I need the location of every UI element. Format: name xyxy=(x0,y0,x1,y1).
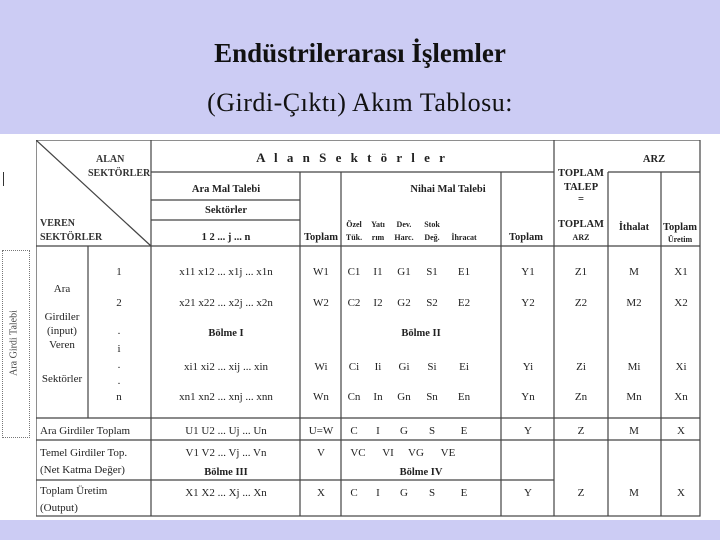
nihai-col-stok: Stok xyxy=(424,220,440,229)
w-cell-row-i: Wi xyxy=(314,361,328,373)
nihai-mal-talebi-header: Nihai Mal Talebi xyxy=(410,184,486,195)
z-cell-row-i: Zi xyxy=(576,361,586,373)
final-cell-row-n-2: Gn xyxy=(397,391,411,403)
toplam-talep-5: ARZ xyxy=(572,233,590,242)
final-cell-row-1-1: I1 xyxy=(373,266,383,278)
row-index-dot-1: . xyxy=(117,325,121,337)
va-final-0: VC xyxy=(350,447,366,459)
final-cell-row-2-2: G2 xyxy=(397,297,411,309)
va-final-2: VG xyxy=(408,447,424,459)
arz-header: ARZ xyxy=(642,154,666,165)
final-cell-row-1-3: S1 xyxy=(426,266,438,278)
x-cell-row-1: X1 xyxy=(674,266,688,278)
alan-sektorler-header: A l a n S e k t ö r l e r xyxy=(256,150,448,165)
m-cell-row-1: M xyxy=(629,266,639,278)
m-cell-row-i: Mi xyxy=(627,361,641,373)
output-final-3: S xyxy=(428,487,436,499)
table-cells xyxy=(179,266,688,499)
ihracat-header: İhracat xyxy=(451,233,477,242)
nihai-col-dev: Dev. xyxy=(396,220,412,229)
final-cell-row-2-3: S2 xyxy=(426,297,438,309)
y-cell-row-2: Y2 xyxy=(521,297,535,309)
final-cell-row-2-1: I2 xyxy=(373,297,383,309)
row-index-dot-3: . xyxy=(117,375,121,387)
veren-sektorler-label: SEKTÖRLER xyxy=(40,232,103,243)
y-cell-row-1: Y1 xyxy=(521,266,535,278)
output-final-4: E xyxy=(460,487,468,499)
inter-cell-row-n: xn1 xn2 ... xnj ... xnn xyxy=(179,391,273,403)
z-cell-row-2: Z2 xyxy=(574,297,588,309)
z-cell-row-1: Z1 xyxy=(574,266,588,278)
inter-cell-row-1: x11 x12 ... x1j ... x1n xyxy=(179,266,273,278)
final-cell-row-i-2: Gi xyxy=(398,361,410,373)
final-cell-row-i-1: Ii xyxy=(374,361,382,373)
toplam-uretim-header-2: Üretim xyxy=(667,235,693,244)
page-title: Endüstrilerarası İşlemler xyxy=(214,38,506,68)
y-cell-row-n: Yn xyxy=(521,391,535,403)
nihai-col-deg: Değ. xyxy=(424,233,440,242)
totals-row-label: Ara Girdiler Toplam xyxy=(40,425,131,437)
veren-label: VEREN xyxy=(40,218,76,229)
value-added-label-1: Temel Girdiler Top. xyxy=(40,447,128,459)
nihai-col-harc: Harc. xyxy=(394,233,414,242)
nihai-col-ozel: Özel xyxy=(346,220,362,229)
bolme-4-label: Bölme IV xyxy=(399,467,443,478)
output-y: Y xyxy=(524,487,532,499)
bolme-3-label: Bölme III xyxy=(204,467,248,478)
ara-label: Ara xyxy=(53,283,71,295)
row-index-i: i xyxy=(117,343,121,355)
bolme-2-label: Bölme II xyxy=(401,328,441,339)
input-label: (input) xyxy=(47,325,77,337)
m-cell-row-2: M2 xyxy=(626,297,642,309)
x-cell-row-i: Xi xyxy=(675,361,687,373)
ara-girdi-talebi-label: Ara Girdi Talebi xyxy=(8,310,20,376)
output-m: M xyxy=(629,487,639,499)
totals-final-3: S xyxy=(428,425,436,437)
output-inter: X1 X2 ... Xj ... Xn xyxy=(185,487,267,499)
final-cell-row-i-3: Si xyxy=(427,361,437,373)
bolme-1-label: Bölme I xyxy=(208,328,244,339)
ara-mal-talebi-header: Ara Mal Talebi xyxy=(191,184,261,195)
totals-w: U=W xyxy=(308,425,334,437)
inter-cell-row-2: x21 x22 ... x2j ... x2n xyxy=(179,297,273,309)
totals-x: X xyxy=(677,425,685,437)
output-final-0: C xyxy=(350,487,358,499)
x-cell-row-n: Xn xyxy=(674,391,688,403)
row-index-2: 2 xyxy=(116,297,122,309)
sector-index-header: 1 2 ... j ... n xyxy=(201,232,251,243)
toplam-talep-2: TALEP xyxy=(563,182,599,193)
totals-final-2: G xyxy=(400,425,408,437)
m-cell-row-n: Mn xyxy=(626,391,642,403)
final-cell-row-n-0: Cn xyxy=(347,391,361,403)
output-label-2: (Output) xyxy=(40,502,78,514)
value-added-label-2: (Net Katma Değer) xyxy=(40,464,125,476)
final-cell-row-n-1: In xyxy=(373,391,383,403)
toplam-uretim-header-1: Toplam xyxy=(662,222,698,233)
final-cell-row-i-0: Ci xyxy=(348,361,360,373)
toplam-talep-3: = xyxy=(578,194,584,205)
sektorler-header: Sektörler xyxy=(205,205,247,216)
nihai-col-tuk: Tük. xyxy=(345,233,363,242)
totals-inter: U1 U2 ... Uj ... Un xyxy=(185,425,267,437)
nihai-col-yati: Yatı xyxy=(371,220,385,229)
alan-label: ALAN xyxy=(96,154,125,165)
edge-tick xyxy=(3,172,4,186)
y-cell-row-i: Yi xyxy=(522,361,534,373)
output-z: Z xyxy=(577,487,585,499)
nihai-col-rim: rım xyxy=(371,233,385,242)
x-cell-row-2: X2 xyxy=(674,297,688,309)
w-cell-row-n: Wn xyxy=(313,391,329,403)
output-final-2: G xyxy=(400,487,408,499)
va-final-1: VI xyxy=(382,447,394,459)
w-cell-row-1: W1 xyxy=(313,266,329,278)
toplam-w-header: Toplam xyxy=(303,232,339,243)
output-w: X xyxy=(317,487,325,499)
final-cell-row-n-4: En xyxy=(457,391,471,403)
final-cell-row-2-4: E2 xyxy=(457,297,471,309)
nihai-toplam-header: Toplam xyxy=(508,232,544,243)
output-label-1: Toplam Üretim xyxy=(40,485,108,497)
toplam-talep-1: TOPLAM xyxy=(558,168,604,179)
veren-label-row: Veren xyxy=(49,339,75,351)
row-index-1: 1 xyxy=(116,266,122,278)
final-cell-row-1-4: E1 xyxy=(457,266,471,278)
totals-final-0: C xyxy=(350,425,358,437)
totals-y: Y xyxy=(524,425,532,437)
totals-z: Z xyxy=(577,425,585,437)
totals-m: M xyxy=(629,425,639,437)
va-final-3: VE xyxy=(440,447,456,459)
va-inter: V1 V2 ... Vj ... Vn xyxy=(185,447,267,459)
final-cell-row-2-0: C2 xyxy=(347,297,361,309)
row-index-n: n xyxy=(116,391,122,403)
va-w: V xyxy=(317,447,325,459)
alan-sektorler-label: SEKTÖRLER xyxy=(88,168,151,179)
final-cell-row-n-3: Sn xyxy=(426,391,438,403)
girdiler-label: Girdiler xyxy=(44,311,80,323)
bottom-band xyxy=(0,520,720,540)
row-index-dot-2: . xyxy=(117,359,121,371)
page-subtitle: (Girdi-Çıktı) Akım Tablosu: xyxy=(207,88,513,117)
final-cell-row-1-0: C1 xyxy=(347,266,361,278)
inter-cell-row-i: xi1 xi2 ... xij ... xin xyxy=(183,361,269,373)
ithalat-header: İthalat xyxy=(618,222,650,233)
totals-final-4: E xyxy=(460,425,468,437)
final-cell-row-1-2: G1 xyxy=(397,266,411,278)
output-final-1: I xyxy=(376,487,380,499)
sektorler-label-row: Sektörler xyxy=(41,373,83,385)
output-x: X xyxy=(677,487,685,499)
final-cell-row-i-4: Ei xyxy=(459,361,469,373)
toplam-talep-4: TOPLAM xyxy=(558,219,604,230)
table-grid xyxy=(36,140,700,516)
input-output-table xyxy=(36,140,702,518)
totals-final-1: I xyxy=(376,425,380,437)
z-cell-row-n: Zn xyxy=(574,391,588,403)
w-cell-row-2: W2 xyxy=(313,297,329,309)
